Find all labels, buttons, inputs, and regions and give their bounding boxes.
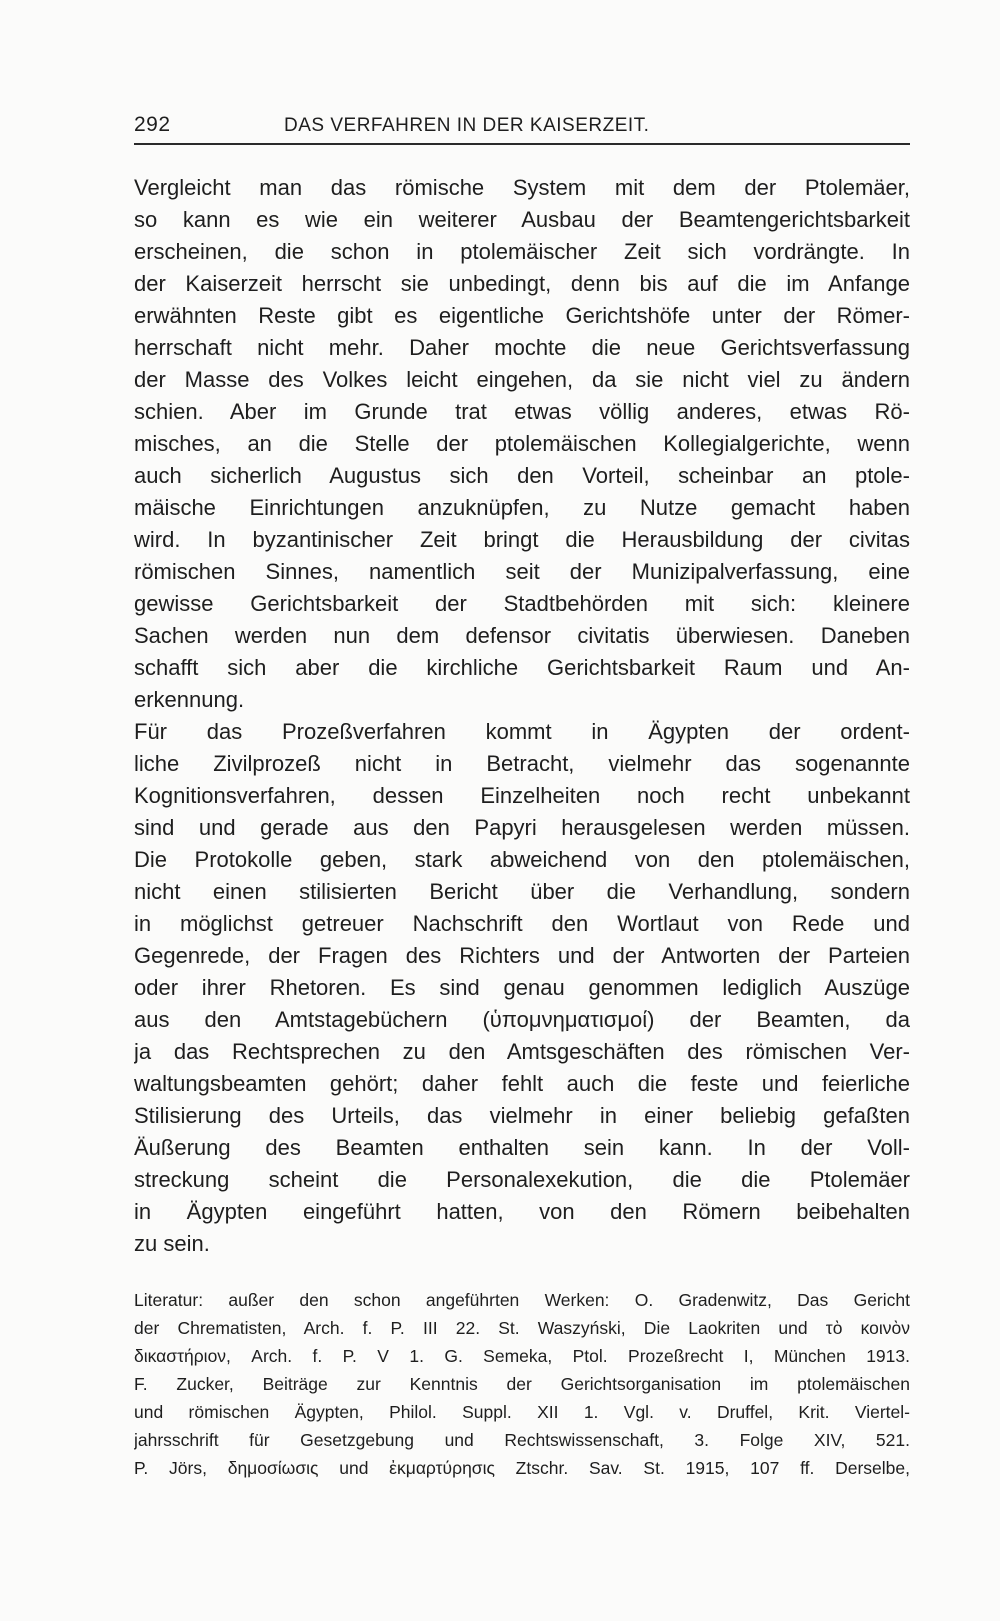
body-line: zu sein. bbox=[134, 1231, 210, 1256]
body-line: schafft sich aber die kirchliche Gerichtsbarkeit Raum und An- bbox=[134, 655, 910, 680]
body-line: der Kaiserzeit herrscht sie unbedingt, denn bis auf die im Anfange bbox=[134, 271, 910, 296]
body-line: ja das Rechtsprechen zu den Amtsgeschäften des römischen Ver- bbox=[134, 1039, 910, 1064]
literature-line: und römischen Ägypten, Philol. Suppl. XII 1. Vgl. v. Druffel, Krit. Viertel- bbox=[134, 1402, 910, 1422]
body-line: erscheinen, die schon in ptolemäischer Zeit sich vordrängte. In bbox=[134, 239, 910, 264]
body-line: römischen Sinnes, namentlich seit der Munizipalverfassung, eine bbox=[134, 559, 910, 584]
literature-line: der Chrematisten, Arch. f. P. III 22. St. Waszyński, Die Laokriten und τὸ κοινὸν bbox=[134, 1318, 910, 1338]
body-line: auch sicherlich Augustus sich den Vorteil, scheinbar an ptole- bbox=[134, 463, 910, 488]
body-line: erwähnten Reste gibt es eigentliche Gerichtshöfe unter der Römer- bbox=[134, 303, 910, 328]
header-rule bbox=[134, 143, 910, 145]
body-line: der Masse des Volkes leicht eingehen, da sie nicht viel zu ändern bbox=[134, 367, 910, 392]
page-header bbox=[134, 113, 910, 143]
body-line: herrschaft nicht mehr. Daher mochte die neue Gerichtsverfassung bbox=[134, 335, 910, 360]
body-line: mäische Einrichtungen anzuknüpfen, zu Nutze gemacht haben bbox=[134, 495, 910, 520]
body-line: oder ihrer Rhetoren. Es sind genau genommen lediglich Auszüge bbox=[134, 975, 910, 1000]
body-line: Kognitionsverfahren, dessen Einzelheiten noch recht unbekannt bbox=[134, 783, 910, 808]
body-line: Stilisierung des Urteils, das vielmehr in einer beliebig gefaßten bbox=[134, 1103, 910, 1128]
literature-line: P. Jörs, δημοσίωσις und ἐκμαρτύρησις Ztschr. Sav. St. 1915, 107 ff. Derselbe, bbox=[134, 1458, 910, 1478]
body-line: Gegenrede, der Fragen des Richters und der Antworten der Parteien bbox=[134, 943, 910, 968]
body-line: gewisse Gerichtsbarkeit der Stadtbehörden mit sich: kleinere bbox=[134, 591, 910, 616]
body-line: Für das Prozeßverfahren kommt in Ägypten der ordent- bbox=[134, 719, 910, 744]
body-line: Äußerung des Beamten enthalten sein kann. In der Voll- bbox=[134, 1135, 910, 1160]
page-number: 292 bbox=[134, 113, 171, 136]
literature-line: jahrsschrift für Gesetzgebung und Rechtswissenschaft, 3. Folge XIV, 521. bbox=[134, 1430, 910, 1450]
body-line: sind und gerade aus den Papyri herausgelesen werden müssen. bbox=[134, 815, 910, 840]
body-line: erkennung. bbox=[134, 687, 245, 712]
body-line: misches, an die Stelle der ptolemäischen Kollegialgerichte, wenn bbox=[134, 431, 910, 456]
body-line: Vergleicht man das römische System mit dem der Ptolemäer, bbox=[134, 175, 910, 200]
literature-line: Literatur: außer den schon angeführten Werken: O. Gradenwitz, Das Gericht bbox=[134, 1290, 910, 1310]
body-line: streckung scheint die Personalexekution, die die Ptolemäer bbox=[134, 1167, 910, 1192]
body-line: waltungsbeamten gehört; daher fehlt auch die feste und feierliche bbox=[134, 1071, 910, 1096]
literature-line: δικαστήριον, Arch. f. P. V 1. G. Semeka, Ptol. Prozeßrecht I, München 1913. bbox=[134, 1346, 910, 1366]
running-head: DAS VERFAHREN IN DER KAISERZEIT. bbox=[284, 115, 650, 136]
body-line: schien. Aber im Grunde trat etwas völlig anderes, etwas Rö- bbox=[134, 399, 910, 424]
body-line: aus den Amtstagebüchern (ὑπομνηματισμοί) der Beamten, da bbox=[134, 1007, 910, 1032]
body-line: Die Protokolle geben, stark abweichend von den ptolemäischen, bbox=[134, 847, 910, 872]
body-line: Sachen werden nun dem defensor civitatis überwiesen. Daneben bbox=[134, 623, 910, 648]
body-line: liche Zivilprozeß nicht in Betracht, vielmehr das sogenannte bbox=[134, 751, 910, 776]
body-line: in Ägypten eingeführt hatten, von den Römern beibehalten bbox=[134, 1199, 910, 1224]
body-line: nicht einen stilisierten Bericht über die Verhandlung, sondern bbox=[134, 879, 910, 904]
body-line: wird. In byzantinischer Zeit bringt die Herausbildung der civitas bbox=[134, 527, 910, 552]
body-line: so kann es wie ein weiterer Ausbau der Beamtengerichtsbarkeit bbox=[134, 207, 910, 232]
body-line: in möglichst getreuer Nachschrift den Wortlaut von Rede und bbox=[134, 911, 910, 936]
literature-line: F. Zucker, Beiträge zur Kenntnis der Gerichtsorganisation im ptolemäischen bbox=[134, 1374, 910, 1394]
